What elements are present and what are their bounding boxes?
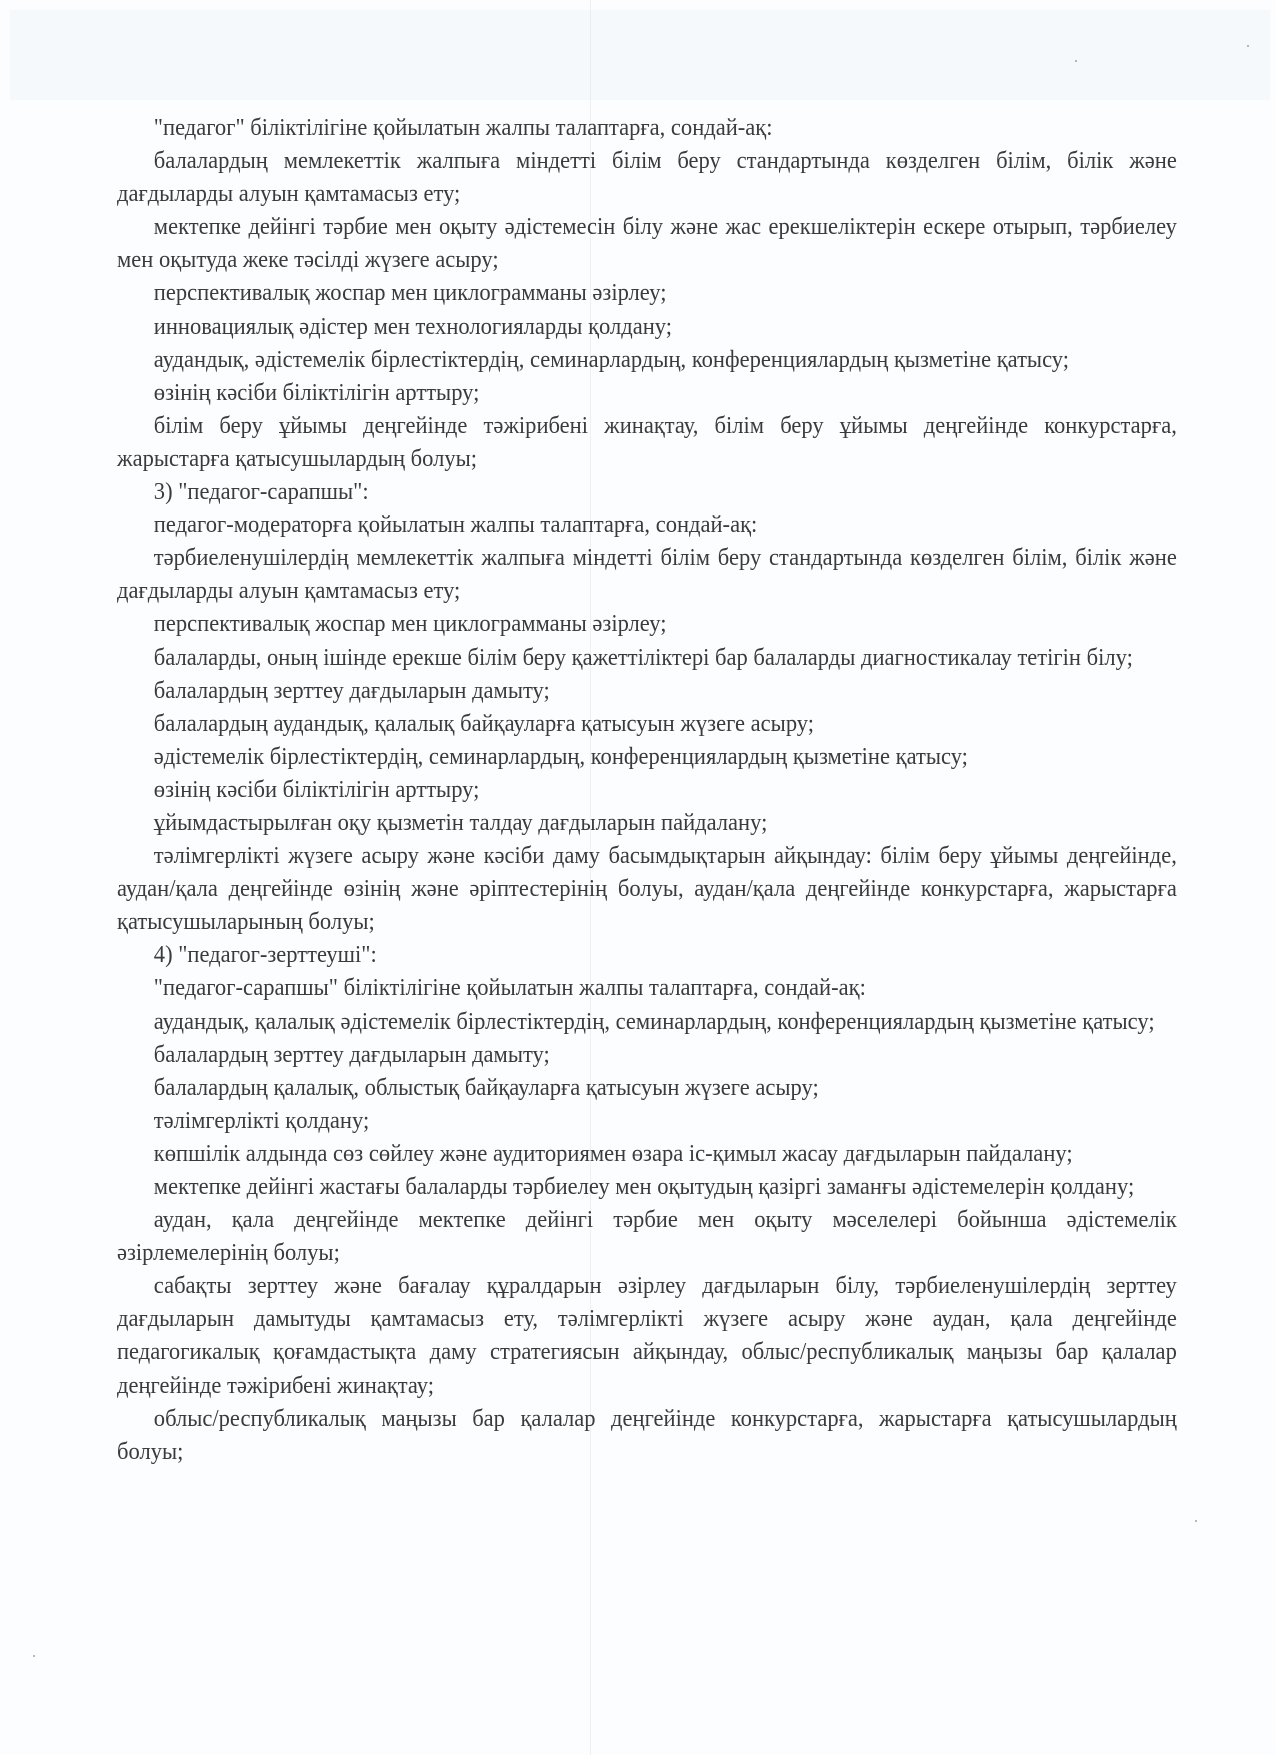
paragraph: сабақты зерттеу және бағалау құралдарын әзірлеу дағдыларын білу, тәрбиеленушілердің зерттеу дағдыларын дамытуды қамтамасыз ету, тәлімгерлікті жүзеге асыру және аудан, қала деңгейінде педагогикалық қоғамдастықта даму стратегиясын айқындау, облыс/республикалық маңызы бар қалалар деңгейінде тәжірибені жинақтау; — [117, 1272, 1177, 1399]
paragraph: мектепке дейінгі жастағы балаларды тәрбиелеу мен оқытудың қазіргі заманғы әдістемелерін қолдану; — [153, 1173, 1135, 1200]
paragraph: өзінің кәсіби біліктілігін арттыру; — [153, 775, 480, 803]
paragraph: балалардың аудандық, қалалық байқауларға қатысуын жүзеге асыру; — [153, 709, 815, 737]
paragraph: педагог-модераторға қойылатын жалпы талаптарға, сондай-ақ: — [153, 511, 758, 539]
paragraph: балалардың зерттеу дағдыларын дамыту; — [153, 1040, 550, 1068]
paragraph: көпшілік алдында сөз сөйлеу және аудиториямен өзара іс-қимыл жасау дағдыларын пайдалану; — [153, 1139, 1073, 1167]
scan-speck — [1075, 60, 1077, 62]
scan-speck — [33, 1655, 35, 1657]
paragraph: аудандық, қалалық әдістемелік бірлестіктердің, семинарлардың, конференциялардың қызметіне қатысу; — [153, 1007, 1155, 1035]
paragraph: инновациялық әдістер мен технологияларды қолдану; — [153, 312, 673, 340]
paragraph: перспективалық жоспар мен циклограмманы әзірлеу; — [153, 279, 667, 307]
paragraph: мектепке дейінгі тәрбие мен оқыту әдістемесін білу және жас ерекшеліктерін ескере отырып, тәрбиелеу мен оқытуда жеке тәсілді жүзеге асыру; — [117, 213, 1177, 274]
paragraph: ұйымдастырылған оқу қызметін талдау дағдыларын пайдалану; — [153, 808, 768, 836]
paragraph: балалардың зерттеу дағдыларын дамыту; — [153, 676, 550, 704]
scan-speck — [1195, 1520, 1197, 1522]
paragraph: аудандық, әдістемелік бірлестіктердің, семинарлардың, конференциялардың қызметіне қатысу; — [153, 345, 1070, 373]
paragraph: өзінің кәсіби біліктілігін арттыру; — [153, 378, 480, 406]
paragraph: облыс/республикалық маңызы бар қалалар деңгейінде конкурстарға, жарыстарға қатысушылардың болуы; — [117, 1404, 1177, 1465]
document-body — [117, 111, 1177, 1468]
scan-speck — [1247, 45, 1249, 47]
section-heading: 4) "педагог-зерттеуші": — [153, 941, 377, 969]
paragraph: перспективалық жоспар мен циклограмманы әзірлеу; — [153, 610, 667, 638]
paragraph: тәлімгерлікті жүзеге асыру және кәсіби даму басымдықтарын айқындау: білім беру ұйымы деңгейінде, аудан/қала деңгейінде өзінің және әріптестерінің болуы, аудан/қала деңгейінде конкурстарға, жарыстарға қатысушыларының болуы; — [117, 842, 1177, 936]
paragraph: аудан, қала деңгейінде мектепке дейінгі тәрбие мен оқыту мәселелері бойынша әдістемелік әзірлемелерінің болуы; — [117, 1206, 1177, 1267]
paragraph: балалардың мемлекеттік жалпыға міндетті білім беру стандартында көзделген білім, білік және дағдыларды алуын қамтамасыз ету; — [117, 147, 1177, 208]
paragraph: әдістемелік бірлестіктердің, семинарлардың, конференциялардың қызметіне қатысу; — [153, 742, 968, 770]
paragraph: тәлімгерлікті қолдану; — [153, 1106, 370, 1134]
scan-shading — [10, 10, 1270, 100]
paragraph: балаларды, оның ішінде ерекше білім беру қажеттіліктері бар балаларды диагностикалау тетігін білу; — [153, 643, 1133, 671]
paragraph: "педагог" біліктілігіне қойылатын жалпы талаптарға, сондай-ақ: — [153, 114, 773, 141]
paragraph: тәрбиеленушілердің мемлекеттік жалпыға міндетті білім беру стандартында көзделген білім, білік және дағдыларды алуын қамтамасыз ету; — [117, 544, 1177, 605]
paragraph: балалардың қалалық, облыстық байқауларға қатысуын жүзеге асыру; — [153, 1073, 819, 1101]
section-heading: 3) "педагог-сарапшы": — [153, 478, 369, 506]
paragraph: "педагог-сарапшы" біліктілігіне қойылатын жалпы талаптарға, сондай-ақ: — [153, 974, 866, 1002]
paragraph: білім беру ұйымы деңгейінде тәжірибені жинақтау, білім беру ұйымы деңгейінде конкурстарға, жарыстарға қатысушылардың болуы; — [117, 411, 1177, 472]
